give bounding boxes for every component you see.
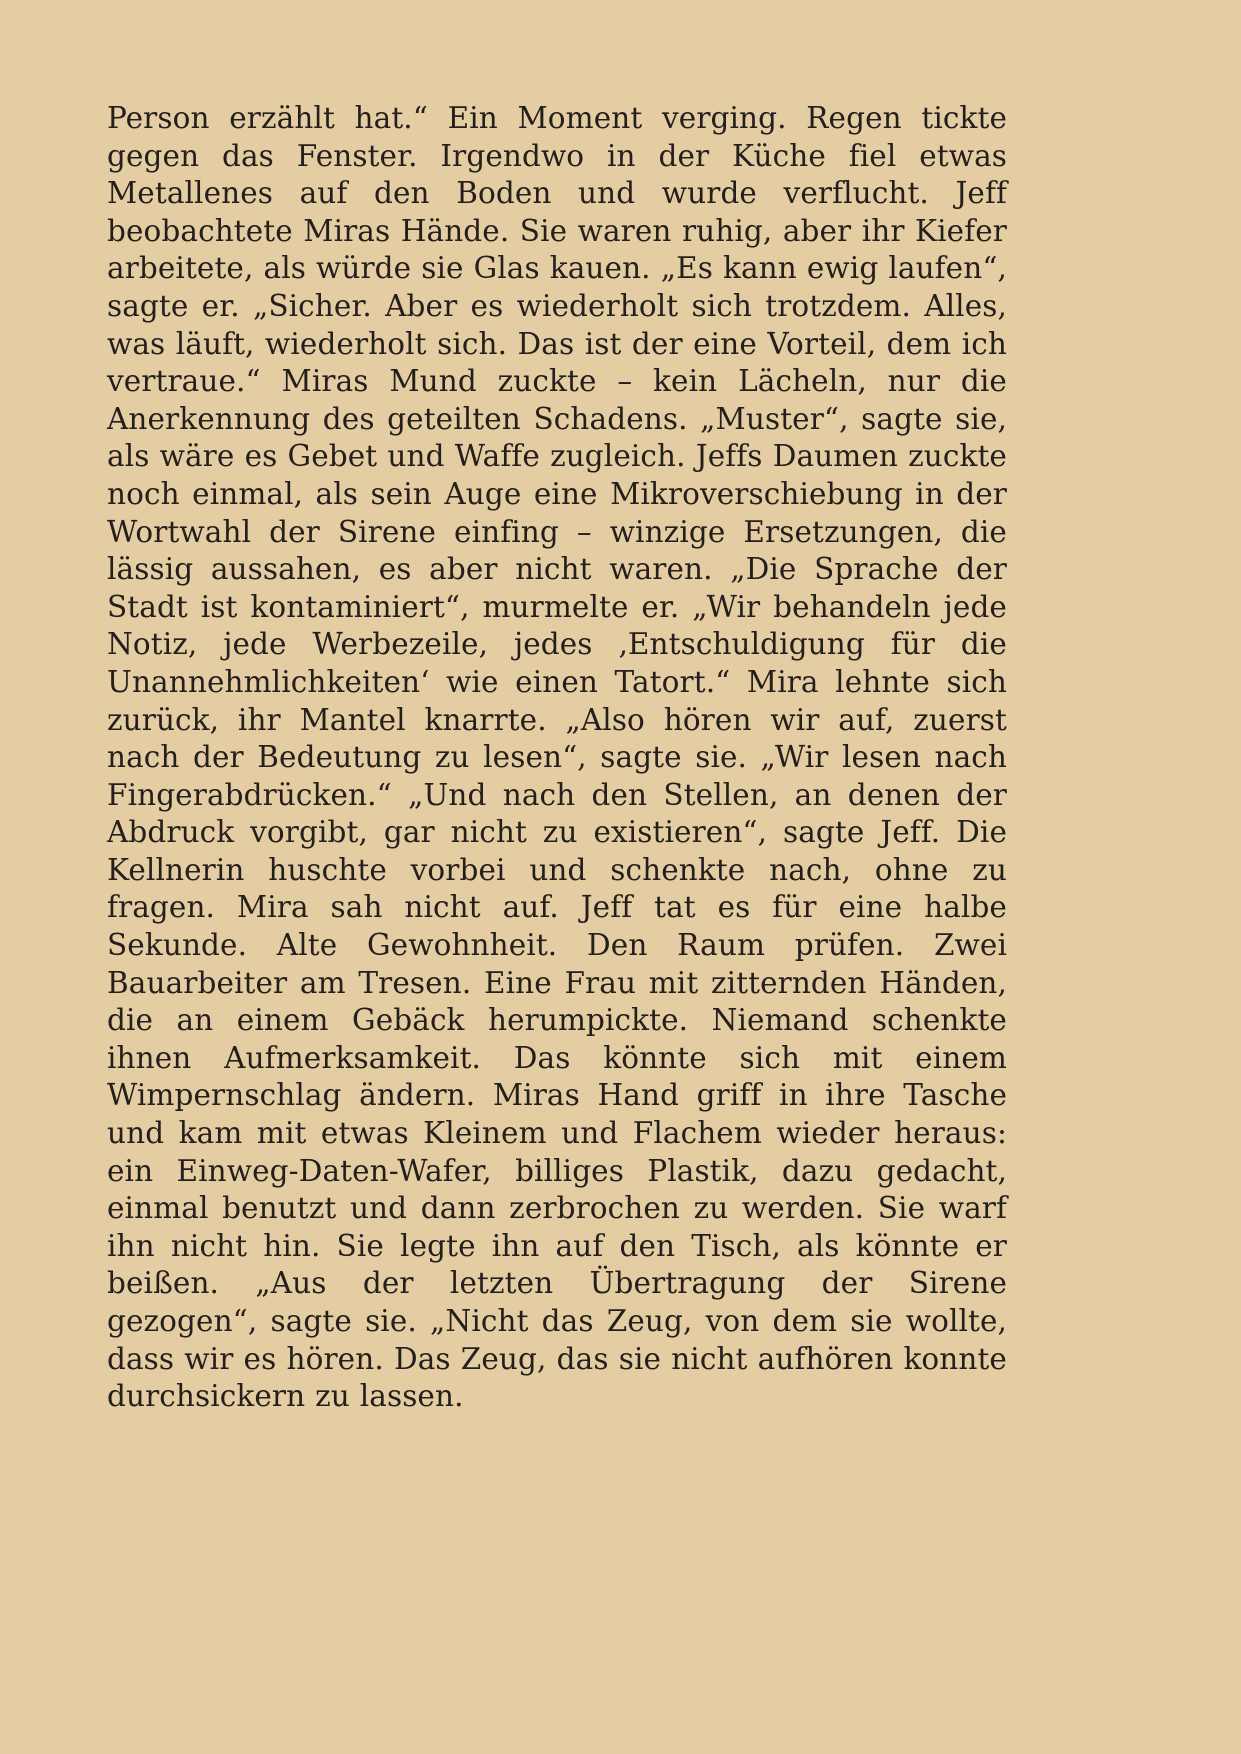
text-column <box>107 100 1007 1416</box>
body-paragraph: Person erzählt hat.“ Ein Moment verging. Regen tickte gegen das Fenster. Irgendwo in der Küche fiel etwas Metallenes auf den Boden und wurde verflucht. Jeff beobachtete Miras Hände. Sie waren ruhig, aber ihr Kiefer arbeitete, als würde sie Glas kauen. „Es kann ewig laufen“, sagte er. „Sicher. Aber es wiederholt sich trotzdem. Alles, was läuft, wiederholt sich. Das ist der eine Vorteil, dem ich vertraue.“ Miras Mund zuckte – kein Lächeln, nur die Anerkennung des geteilten Schadens. „Muster“, sagte sie, als wäre es Gebet und Waffe zugleich. Jeffs Daumen zuckte noch einmal, als sein Auge eine Mikroverschiebung in der Wortwahl der Sirene einfing – winzige Ersetzungen, die lässig aussahen, es aber nicht waren. „Die Sprache der Stadt ist kontaminiert“, murmelte er. „Wir behandeln jede Notiz, jede Werbezeile, jedes ‚Entschuldigung für die Unannehmlichkeiten‘ wie einen Tatort.“ Mira lehnte sich zurück, ihr Mantel knarrte. „Also hören wir auf, zuerst nach der Bedeutung zu lesen“, sagte sie. „Wir lesen nach Fingerabdrücken.“ „Und nach den Stellen, an denen der Abdruck vorgibt, gar nicht zu existieren“, sagte Jeff. Die Kellnerin huschte vorbei und schenkte nach, ohne zu fragen. Mira sah nicht auf. Jeff tat es für eine halbe Sekunde. Alte Gewohnheit. Den Raum prüfen. Zwei Bauarbeiter am Tresen. Eine Frau mit zitternden Händen, die an einem Gebäck herumpickte. Niemand schenkte ihnen Aufmerksamkeit. Das könnte sich mit einem Wimpernschlag ändern. Miras Hand griff in ihre Tasche und kam mit etwas Kleinem und Flachem wieder heraus: ein Einweg-Daten-Wafer, billiges Plastik, dazu gedacht, einmal benutzt und dann zerbrochen zu werden. Sie warf ihn nicht hin. Sie legte ihn auf den Tisch, als könnte er beißen. „Aus der letzten Übertragung der Sirene gezogen“, sagte sie. „Nicht das Zeug, von dem sie wollte, dass wir es hören. Das Zeug, das sie nicht aufhören konnte durchsickern zu lassen. <box>107 101 1007 1414</box>
